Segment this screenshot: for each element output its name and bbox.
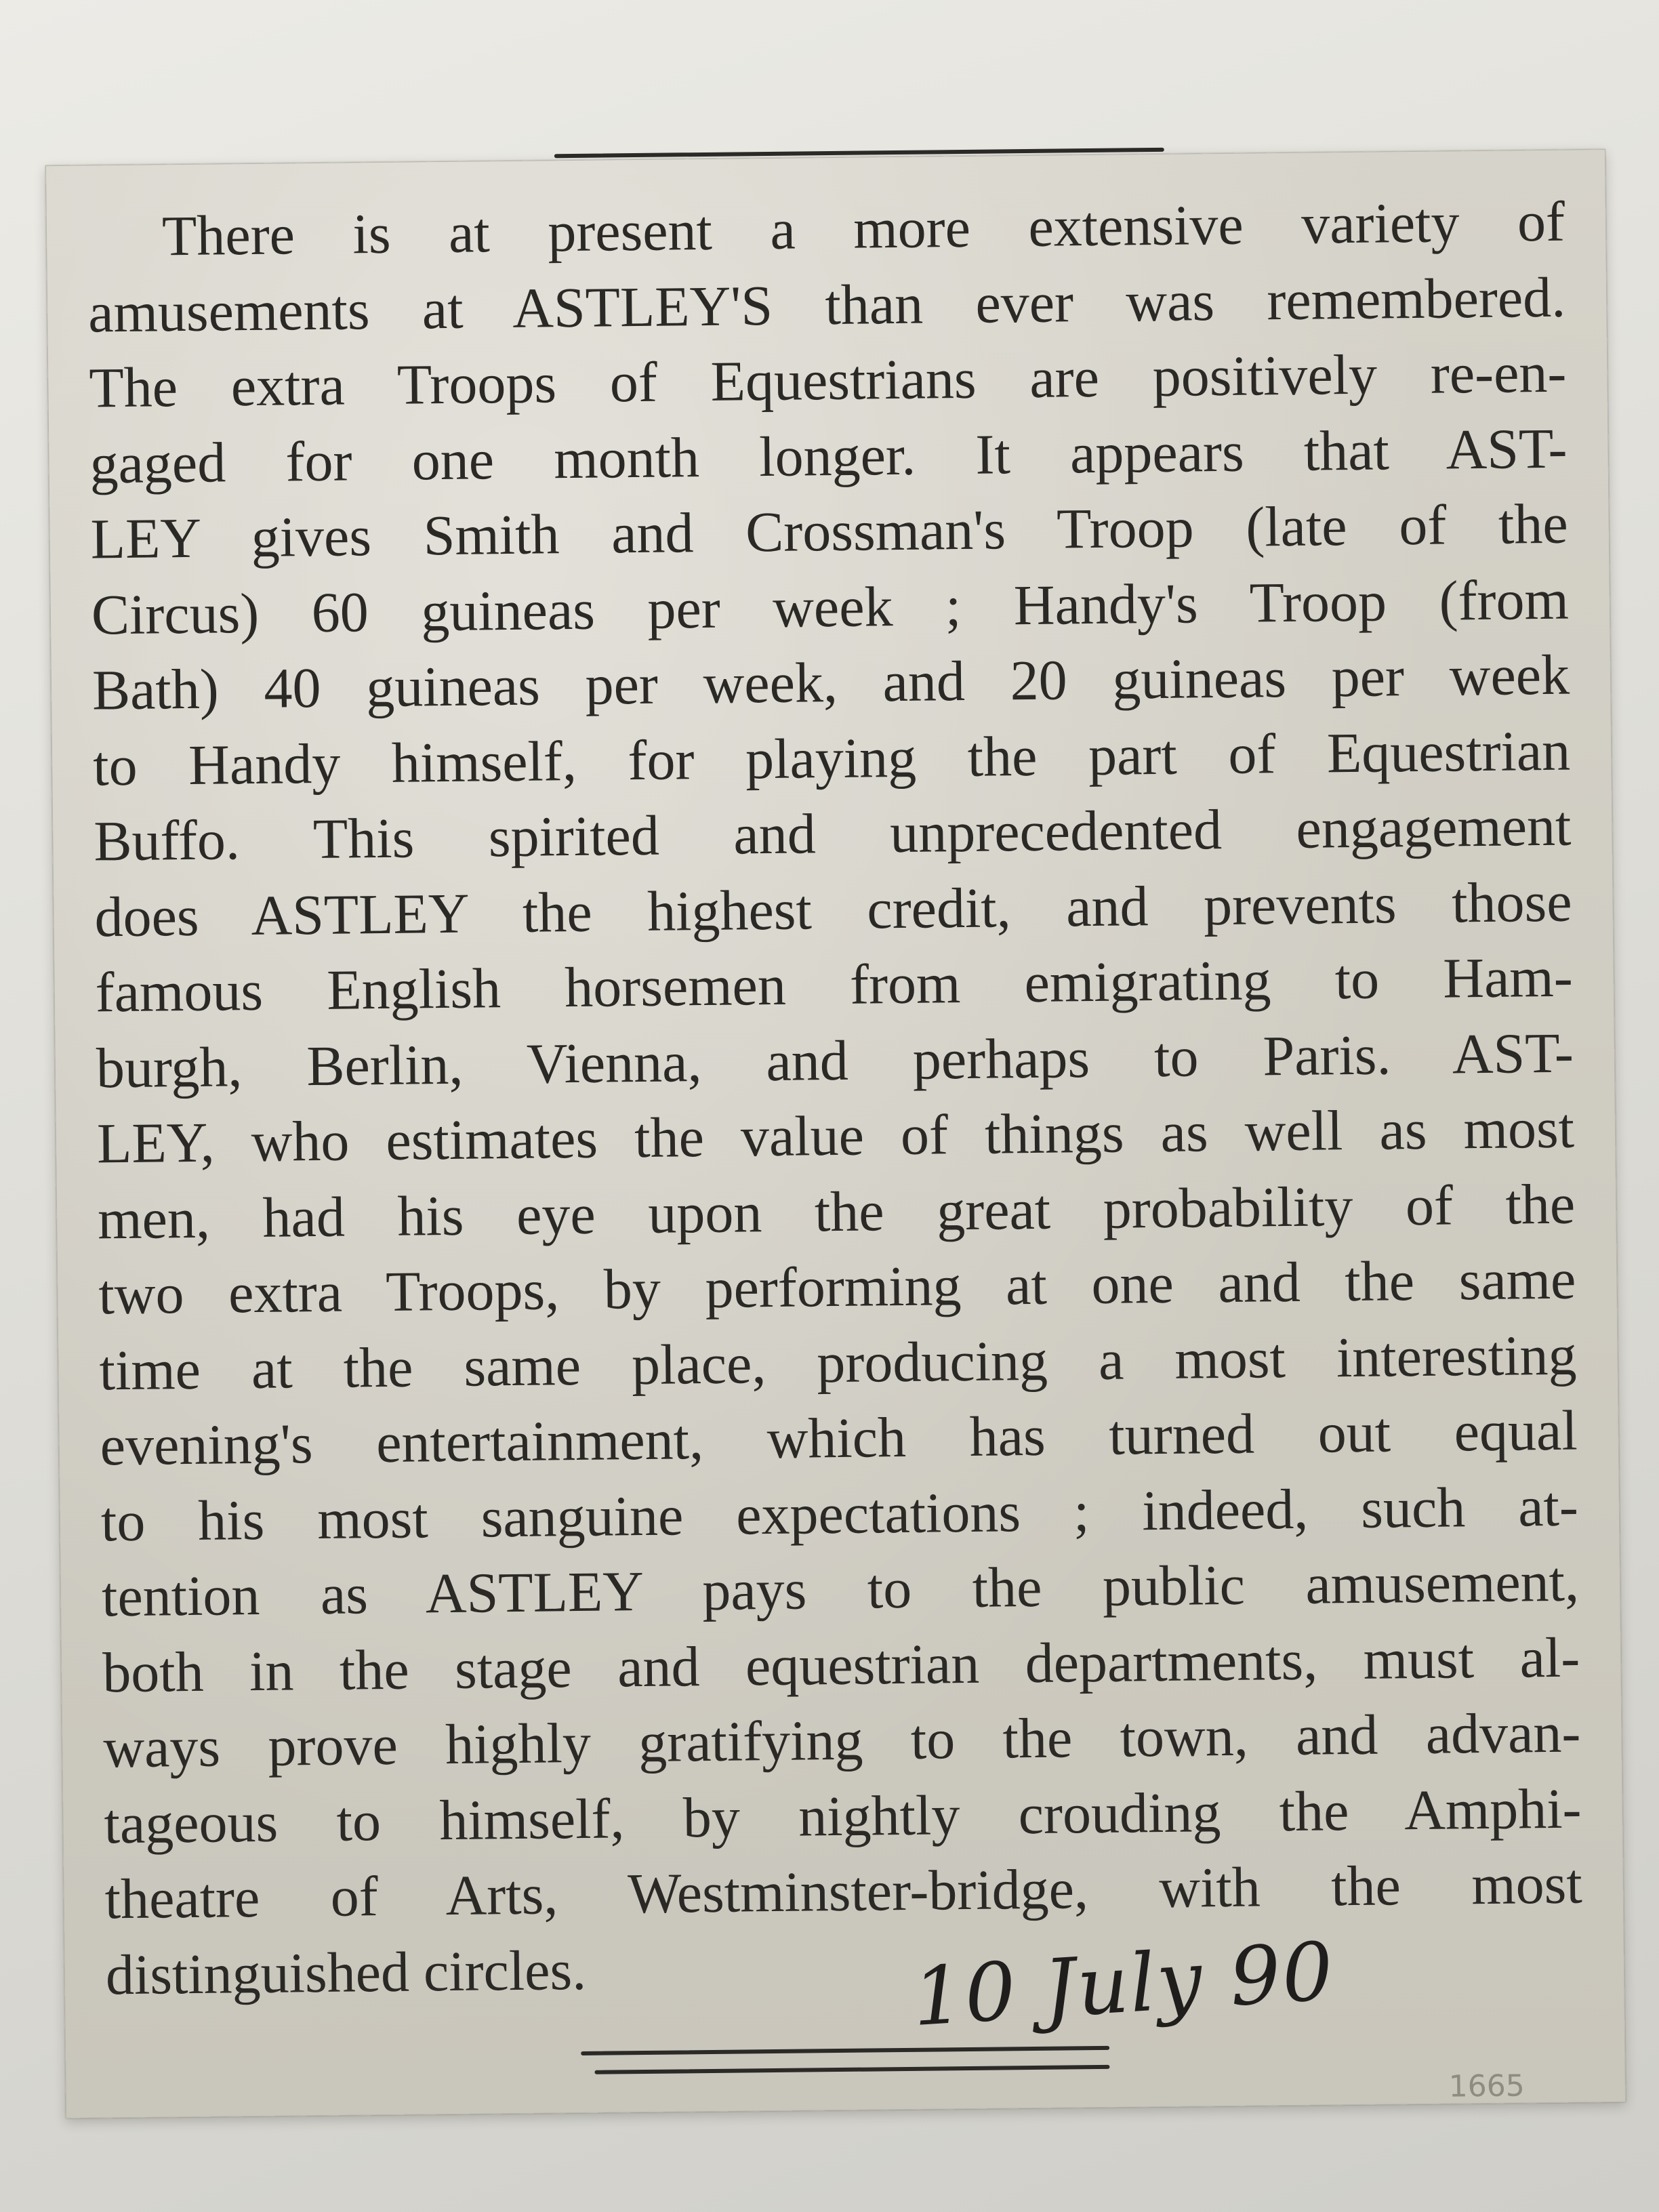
bottom-rule (594, 2065, 1109, 2074)
article-line: does ASTLEY the highest credit, and prevents those (94, 870, 1572, 949)
article-line: both in the stage and equestrian departments, must al- (102, 1626, 1580, 1704)
article-line: time at the same place, producing a most interesting (99, 1324, 1577, 1402)
article-text (87, 184, 1584, 2013)
article-line: LEY gives Smith and Crossman's Troop (late of the (90, 492, 1569, 571)
article-line: burgh, Berlin, Vienna, and perhaps to Paris. AST- (96, 1021, 1574, 1100)
article-line: amusements at ASTLEY'S than ever was remembered. (87, 266, 1566, 344)
handwritten-date: 10 July 90 (909, 1924, 1337, 2045)
top-rule (554, 148, 1164, 158)
bottom-rule (581, 2046, 1109, 2055)
article-line: to Handy himself, for playing the part of Equestrian (92, 719, 1571, 798)
article-line: evening's entertainment, which has turned out equal (100, 1399, 1578, 1478)
article-line: Circus) 60 guineas per week ; Handy's Troop (from (91, 568, 1570, 647)
article-line: gaged for one month longer. It appears that AST- (89, 417, 1568, 495)
article-line: LEY, who estimates the value of things as well as most (96, 1097, 1575, 1176)
article-line: There is at present a more extensive variety of (161, 190, 1565, 268)
article-line: tageous to himself, by nightly crouding the Amphi- (104, 1777, 1582, 1856)
article-line: men, had his eye upon the great probability of the (97, 1172, 1576, 1251)
article-line: Bath) 40 guineas per week, and 20 guineas per week (91, 643, 1570, 722)
article-line: tention as ASTLEY pays to the public amusement, (101, 1550, 1580, 1629)
article-line: to his most sanguine expectations ; indeed, such at- (100, 1475, 1579, 1553)
catalog-number: 1665 (1448, 2068, 1525, 2104)
article-line: distinguished circles. (105, 1938, 587, 2007)
article-line: two extra Troops, by performing at one and the same (98, 1248, 1576, 1327)
article-line: Buffo. This spirited and unprecedented engagement (93, 794, 1572, 874)
article-line: The extra Troops of Equestrians are positively re-en- (88, 341, 1567, 420)
article-line: famous English horsemen from emigrating to Ham- (95, 945, 1574, 1025)
article-line: theatre of Arts, Westminster-bridge, with the most (104, 1852, 1583, 1931)
newspaper-clipping (45, 149, 1626, 2118)
article-line: ways prove highly gratifying to the town, and advan- (102, 1701, 1581, 1780)
